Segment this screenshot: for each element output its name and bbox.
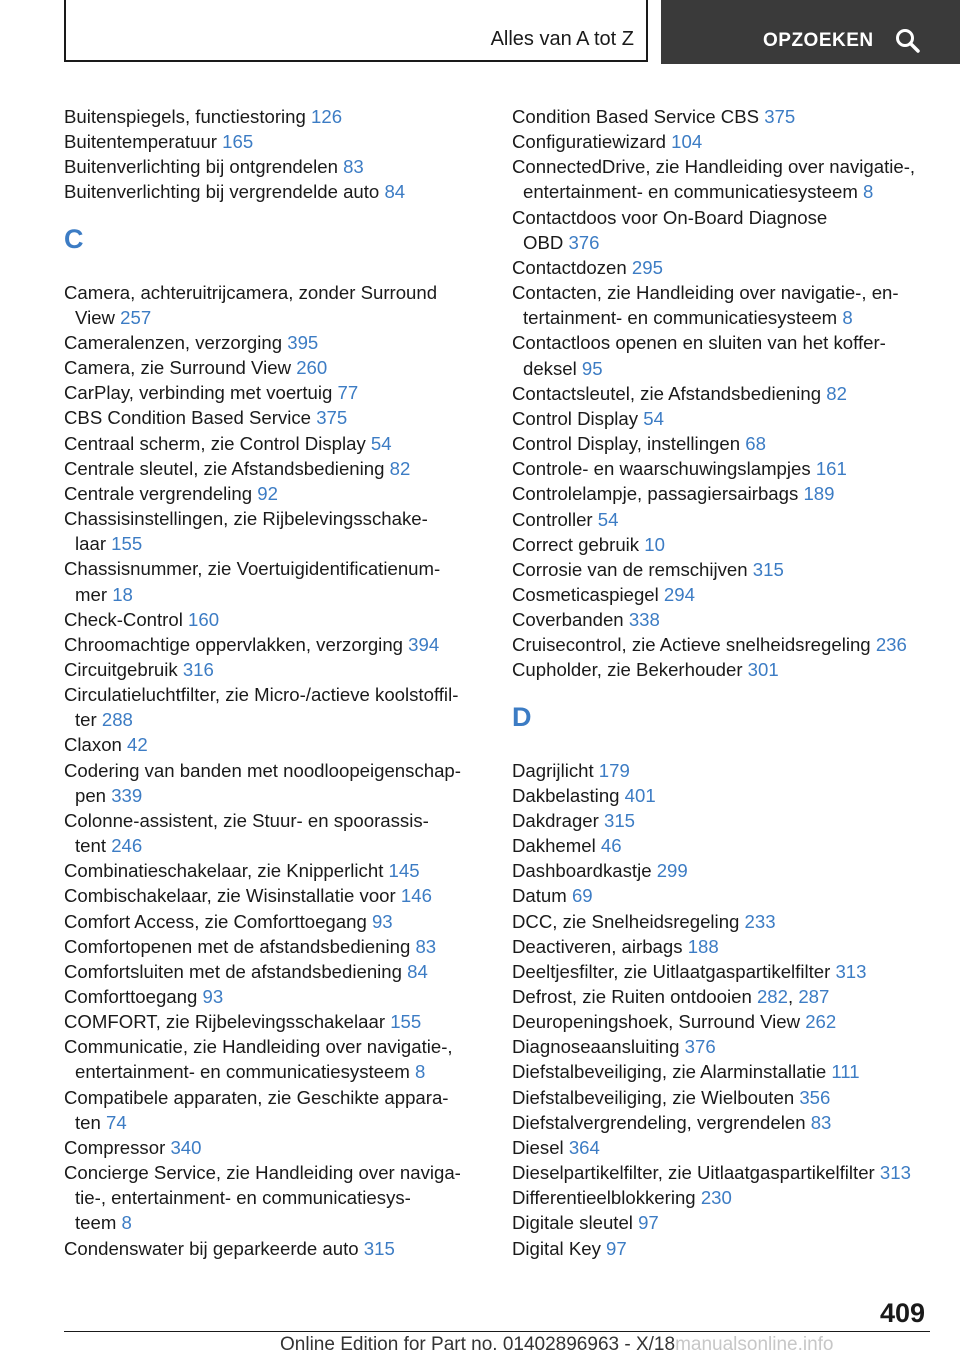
index-entry bbox=[512, 129, 932, 154]
page-reference-link[interactable]: 260 bbox=[296, 357, 328, 379]
page-reference-link[interactable]: 294 bbox=[663, 583, 695, 605]
entry-text: Comfort Access, zie Comforttoegang bbox=[64, 910, 372, 932]
page-reference-link[interactable]: 395 bbox=[287, 331, 319, 353]
page-separator: , bbox=[788, 986, 799, 1007]
index-entry bbox=[512, 1135, 932, 1160]
page-reference-link[interactable]: 375 bbox=[764, 106, 796, 127]
entry-text: Buitenverlichting bij ontgrendelen bbox=[64, 156, 344, 178]
index-entry bbox=[64, 330, 484, 355]
entry-text: Camera, achteruitrijcamera, zonder Surround bbox=[64, 281, 438, 303]
entry-text: Circuitgebruik bbox=[64, 658, 183, 680]
index-entry bbox=[512, 431, 932, 456]
page-reference-link[interactable]: 315 bbox=[752, 558, 784, 580]
page-reference-link[interactable]: 364 bbox=[568, 1136, 600, 1158]
index-entry bbox=[64, 682, 484, 732]
tab-search-label: OPZOEKEN bbox=[763, 30, 874, 51]
page-reference-link[interactable]: 339 bbox=[111, 784, 143, 806]
entry-text: Diagnoseaansluiting bbox=[512, 1036, 685, 1058]
page-reference-link[interactable]: 282 bbox=[756, 986, 788, 1007]
entry-text: deksel bbox=[523, 357, 582, 379]
index-entry bbox=[64, 1034, 484, 1084]
top-navigation bbox=[0, 0, 960, 66]
footer bbox=[280, 1334, 960, 1356]
entry-text: View bbox=[75, 306, 121, 328]
entry-text: Colonne-assistent, zie Stuur- en spoorassis- bbox=[64, 809, 429, 831]
index-entry bbox=[512, 758, 932, 783]
page-reference-link[interactable]: 77 bbox=[337, 382, 359, 404]
entry-text: Correct gebruik bbox=[512, 533, 645, 555]
page-reference-link[interactable]: 179 bbox=[598, 759, 630, 781]
index-entry bbox=[64, 934, 484, 959]
tab-alphabetical-index-label: Alles van A tot Z bbox=[490, 28, 634, 50]
entry-text: ten bbox=[75, 1111, 107, 1133]
page-reference-link[interactable]: 340 bbox=[170, 1136, 202, 1158]
entry-text: Contactdoos voor On-Board Diagnose bbox=[512, 206, 828, 228]
index-entry bbox=[64, 154, 484, 179]
index-entry bbox=[64, 984, 484, 1009]
entry-text: Compatibele apparaten, zie Geschikte appara- bbox=[64, 1086, 449, 1108]
index-entry bbox=[512, 883, 932, 908]
page-reference-link[interactable]: 375 bbox=[316, 407, 348, 429]
page-reference-link[interactable]: 68 bbox=[745, 433, 766, 455]
index-entry bbox=[512, 858, 932, 883]
page-reference-link[interactable]: 42 bbox=[127, 734, 148, 756]
index-entry bbox=[512, 959, 932, 984]
index-entry bbox=[64, 179, 484, 204]
index-entry bbox=[64, 506, 484, 556]
page-reference-link[interactable]: 316 bbox=[182, 658, 214, 680]
index-entry bbox=[512, 280, 932, 330]
entry-text: entertainment- en communicatiesysteem bbox=[523, 181, 863, 203]
page-reference-link[interactable]: 84 bbox=[384, 181, 406, 203]
entry-text: Controller bbox=[512, 508, 598, 530]
page-reference-link[interactable]: 83 bbox=[810, 1111, 832, 1133]
entry-text: Contacten, zie Handleiding over navigatie-, en- bbox=[512, 282, 899, 304]
page-reference-link[interactable]: 315 bbox=[603, 809, 636, 831]
page-reference-link[interactable]: 394 bbox=[408, 633, 440, 655]
index-entry bbox=[64, 657, 484, 682]
entry-text: Condenswater bij geparkeerde auto bbox=[64, 1237, 364, 1259]
page-reference-link[interactable]: 189 bbox=[803, 483, 835, 505]
page-reference-link[interactable]: 74 bbox=[106, 1111, 127, 1133]
entry-text: Controle- en waarschuwingslampjes bbox=[512, 458, 816, 480]
page-reference-link[interactable]: 338 bbox=[628, 609, 660, 631]
entry-text: Communicatie, zie Handleiding over navigatie-, bbox=[64, 1036, 453, 1058]
page-reference-link[interactable]: 54 bbox=[643, 407, 664, 429]
entry-text: COMFORT, zie Rijbelevingsschakelaar bbox=[64, 1011, 391, 1033]
page-reference-link[interactable]: 95 bbox=[581, 357, 603, 379]
page-reference-link[interactable]: 97 bbox=[606, 1237, 627, 1259]
page-reference-link[interactable]: 8 bbox=[863, 181, 874, 203]
page-reference-link[interactable]: 376 bbox=[684, 1036, 716, 1058]
index-entry bbox=[64, 405, 484, 430]
entry-text: Control Display bbox=[512, 407, 644, 429]
index-entry bbox=[64, 481, 484, 506]
entry-text: tent bbox=[75, 835, 112, 857]
page-reference-link[interactable]: 82 bbox=[389, 457, 411, 479]
entry-text: laar bbox=[75, 533, 112, 555]
index-entry bbox=[512, 783, 932, 808]
entry-text: Digital Key bbox=[512, 1237, 607, 1259]
index-entry bbox=[512, 1085, 932, 1110]
index-entry bbox=[64, 129, 484, 154]
page-reference-link[interactable]: 93 bbox=[371, 910, 393, 932]
index-entry bbox=[512, 381, 932, 406]
page-reference-link[interactable]: 246 bbox=[111, 835, 143, 857]
index-entry bbox=[64, 556, 484, 606]
index-entry bbox=[512, 984, 932, 1009]
index-entry bbox=[512, 1110, 932, 1135]
page-reference-link[interactable]: 145 bbox=[388, 860, 420, 882]
page-reference-link[interactable]: 97 bbox=[638, 1212, 659, 1234]
page-reference-link[interactable]: 257 bbox=[120, 306, 152, 328]
entry-text: Claxon bbox=[64, 734, 128, 756]
index-entry bbox=[64, 632, 484, 657]
page-reference-link[interactable]: 146 bbox=[400, 885, 432, 907]
page-reference-link[interactable]: 295 bbox=[631, 256, 663, 278]
index-entry bbox=[64, 1160, 484, 1235]
entry-text: Cosmeticaspiegel bbox=[512, 583, 664, 605]
tab-search[interactable] bbox=[661, 0, 960, 64]
entry-text: Camera, zie Surround View bbox=[64, 357, 297, 379]
page-reference-link[interactable]: 236 bbox=[875, 634, 907, 656]
page-reference-link[interactable]: 104 bbox=[671, 131, 703, 153]
index-entry bbox=[64, 607, 484, 632]
entry-text: Differentieelblokkering bbox=[512, 1187, 701, 1209]
entry-text: Dakhemel bbox=[512, 835, 601, 857]
entry-text: pen bbox=[75, 784, 112, 806]
page-reference-link[interactable]: 18 bbox=[112, 583, 133, 605]
page-reference-link[interactable]: 315 bbox=[363, 1237, 395, 1259]
page-reference-link[interactable]: 92 bbox=[257, 482, 278, 504]
page-reference-link[interactable]: 83 bbox=[415, 935, 437, 957]
entry-text: tie-, entertainment- en communicatiesys- bbox=[75, 1187, 411, 1209]
index-entry bbox=[512, 557, 932, 582]
index-entry bbox=[512, 632, 932, 657]
entry-text: Dakdrager bbox=[512, 809, 604, 831]
entry-text: Deuropeningshoek, Surround View bbox=[512, 1011, 806, 1033]
entry-text: Coverbanden bbox=[512, 609, 629, 631]
entry-text: Cruisecontrol, zie Actieve snelheidsregeling bbox=[512, 634, 876, 656]
index-entry bbox=[64, 1085, 484, 1135]
index-column-left bbox=[64, 104, 484, 1261]
entry-text: Diefstalbeveiliging, zie Alarminstallatie bbox=[512, 1061, 832, 1083]
entry-text: Chassisinstellingen, zie Rijbelevingsschake- bbox=[64, 508, 428, 530]
index-entry bbox=[512, 1009, 932, 1034]
page-reference-link[interactable]: 111 bbox=[831, 1061, 860, 1083]
watermark-text: manualsonline.info bbox=[675, 1334, 834, 1355]
page-reference-link[interactable]: 301 bbox=[747, 659, 779, 681]
index-entry bbox=[512, 330, 932, 380]
page-reference-link[interactable]: 155 bbox=[390, 1011, 422, 1033]
index-entry bbox=[512, 104, 932, 129]
index-entry bbox=[64, 758, 484, 808]
entry-text: Dagrijlicht bbox=[512, 759, 599, 781]
index-entry bbox=[512, 1210, 932, 1235]
entry-text: Chroomachtige oppervlakken, verzorging bbox=[64, 633, 409, 655]
index-entry bbox=[512, 532, 932, 557]
entry-text: Comfortsluiten met de afstandsbediening bbox=[64, 960, 408, 982]
entry-text: Buitenspiegels, functiestoring bbox=[64, 106, 312, 127]
index-entry bbox=[512, 1160, 932, 1185]
page-reference-link[interactable]: 356 bbox=[799, 1086, 831, 1108]
page-reference-link[interactable]: 69 bbox=[571, 885, 593, 907]
entry-text: Configuratiewizard bbox=[512, 131, 672, 153]
index-entry bbox=[512, 154, 932, 204]
entry-text: Digitale sleutel bbox=[512, 1212, 639, 1234]
entry-text: Compressor bbox=[64, 1136, 171, 1158]
entry-text: Dashboardkastje bbox=[512, 860, 657, 882]
entry-text: Centraal scherm, zie Control Display bbox=[64, 432, 371, 454]
index-entry bbox=[512, 1034, 932, 1059]
entry-text: Defrost, zie Ruiten ontdooien bbox=[512, 986, 757, 1007]
page-reference-link[interactable]: 54 bbox=[370, 432, 392, 454]
index-entry bbox=[64, 1135, 484, 1160]
entry-text: DCC, zie Snelheidsregeling bbox=[512, 910, 745, 932]
index-entry bbox=[64, 909, 484, 934]
entry-text: Contactdozen bbox=[512, 256, 632, 278]
index-entry bbox=[512, 833, 932, 858]
page-reference-link[interactable]: 155 bbox=[111, 533, 143, 555]
page-reference-link[interactable]: 299 bbox=[656, 860, 688, 882]
entry-text: Comfortopenen met de afstandsbediening bbox=[64, 935, 416, 957]
entry-text: Dieselpartikelfilter, zie Uitlaatgaspartikelfilter bbox=[512, 1162, 880, 1184]
page-reference-link[interactable]: 401 bbox=[624, 784, 656, 806]
index-entry bbox=[64, 858, 484, 883]
page-reference-link[interactable]: 262 bbox=[805, 1011, 837, 1033]
search-icon bbox=[895, 28, 921, 54]
entry-text: Deeltjesfilter, zie Uitlaatgaspartikelfilter bbox=[512, 960, 836, 982]
index-entry bbox=[64, 456, 484, 481]
page-reference-link[interactable]: 288 bbox=[101, 709, 133, 731]
page-reference-link[interactable]: 8 bbox=[842, 307, 853, 329]
entry-text: teem bbox=[75, 1212, 122, 1234]
index-entry bbox=[64, 883, 484, 908]
entry-text: Cupholder, zie Bekerhouder bbox=[512, 659, 748, 681]
page-reference-link[interactable]: 160 bbox=[188, 608, 220, 630]
entry-text: CarPlay, verbinding met voertuig bbox=[64, 382, 338, 404]
page-reference-link[interactable]: 84 bbox=[407, 960, 428, 982]
entry-text: Circulatieluchtfilter, zie Micro-/actieve koolstoffil- bbox=[64, 684, 459, 706]
page-reference-link[interactable]: 54 bbox=[597, 508, 619, 530]
page-reference-link[interactable]: 313 bbox=[879, 1162, 911, 1184]
entry-text: Centrale sleutel, zie Afstandsbediening bbox=[64, 457, 390, 479]
index-entry bbox=[64, 1009, 484, 1034]
entry-text: Datum bbox=[512, 885, 572, 907]
entry-text: Deactiveren, airbags bbox=[512, 935, 688, 957]
page-reference-link[interactable]: 46 bbox=[600, 835, 622, 857]
entry-text: Corrosie van de remschijven bbox=[512, 558, 753, 580]
entry-text: Centrale vergrendeling bbox=[64, 482, 258, 504]
index-entry bbox=[512, 1059, 932, 1084]
entry-text: CBS Condition Based Service bbox=[64, 407, 317, 429]
entry-text: ConnectedDrive, zie Handleiding over navigatie-, bbox=[512, 156, 916, 178]
index-entry bbox=[512, 481, 932, 506]
entry-text: Cameralenzen, verzorging bbox=[64, 331, 288, 353]
entry-text: Buitentemperatuur bbox=[64, 131, 223, 153]
index-entry bbox=[512, 808, 932, 833]
entry-text: Contactsleutel, zie Afstandsbediening bbox=[512, 382, 827, 404]
index-entry bbox=[64, 380, 484, 405]
index-entry bbox=[64, 280, 484, 330]
edition-text: Online Edition for Part no. 01402896963 - X/18 bbox=[280, 1334, 676, 1355]
entry-text: Combinatieschakelaar, zie Knipperlicht bbox=[64, 860, 389, 882]
tab-alphabetical-index[interactable] bbox=[64, 0, 648, 62]
entry-text: Diesel bbox=[512, 1136, 569, 1158]
index-entry bbox=[512, 909, 932, 934]
entry-text: Controlelampje, passagiersairbags bbox=[512, 483, 804, 505]
index-entry bbox=[512, 205, 932, 255]
entry-text: Comforttoegang bbox=[64, 986, 203, 1007]
index-entry bbox=[512, 934, 932, 959]
entry-text: mer bbox=[75, 583, 113, 605]
page-reference-link[interactable]: 83 bbox=[343, 156, 364, 178]
index-entry bbox=[512, 255, 932, 280]
page-reference-link[interactable]: 10 bbox=[644, 533, 665, 555]
entry-text: entertainment- en communicatiesysteem bbox=[75, 1061, 415, 1083]
page-reference-link[interactable]: 376 bbox=[568, 231, 600, 253]
entry-text: Dakbelasting bbox=[512, 784, 625, 806]
entry-text: ter bbox=[75, 709, 102, 731]
entry-text: Combischakelaar, zie Wisinstallatie voor bbox=[64, 885, 401, 907]
page-reference-link[interactable]: 287 bbox=[798, 986, 830, 1007]
entry-text: Chassisnummer, zie Voertuigidentificatienum- bbox=[64, 558, 441, 580]
index-entry bbox=[512, 582, 932, 607]
page-reference-link[interactable]: 8 bbox=[415, 1061, 426, 1083]
index-entry bbox=[64, 732, 484, 757]
page-reference-link[interactable]: 161 bbox=[815, 458, 847, 480]
section-letter: D bbox=[512, 701, 532, 732]
index-entry bbox=[64, 1236, 484, 1261]
index-entry bbox=[512, 607, 932, 632]
page-reference-link[interactable]: 188 bbox=[687, 935, 719, 957]
index-entry bbox=[64, 104, 484, 129]
entry-text: Condition Based Service CBS bbox=[512, 106, 765, 127]
index-entry bbox=[64, 808, 484, 858]
index-entry bbox=[64, 959, 484, 984]
page-reference-link[interactable]: 8 bbox=[121, 1212, 132, 1234]
page-reference-link[interactable]: 165 bbox=[222, 131, 254, 153]
index-column-right bbox=[512, 104, 932, 1261]
index-entry bbox=[512, 657, 932, 682]
page-reference-link[interactable]: 93 bbox=[202, 986, 224, 1007]
page-number: 409 bbox=[880, 1298, 926, 1328]
page-reference-link[interactable]: 313 bbox=[835, 960, 867, 982]
entry-text: Diefstalbeveiliging, zie Wielbouten bbox=[512, 1086, 800, 1108]
entry-text: Control Display, instellingen bbox=[512, 433, 746, 455]
entry-text: tertainment- en communicatiesysteem bbox=[523, 307, 843, 329]
section-letter: C bbox=[64, 223, 84, 254]
entry-text: Diefstalvergrendeling, vergrendelen bbox=[512, 1111, 811, 1133]
page-reference-link[interactable]: 82 bbox=[826, 382, 847, 404]
index-entry bbox=[512, 406, 932, 431]
entry-text: Check-Control bbox=[64, 608, 189, 630]
index-entry bbox=[64, 355, 484, 380]
index-entry bbox=[512, 1185, 932, 1210]
page-reference-link[interactable]: 233 bbox=[744, 910, 776, 932]
footer-divider bbox=[64, 1331, 930, 1332]
page-reference-link[interactable]: 230 bbox=[700, 1187, 732, 1209]
entry-text: OBD bbox=[523, 231, 569, 253]
entry-text: Buitenverlichting bij vergrendelde auto bbox=[64, 181, 385, 203]
index-entry bbox=[512, 1236, 932, 1261]
index-entry bbox=[64, 431, 484, 456]
entry-text: Contactloos openen en sluiten van het koffer- bbox=[512, 332, 886, 354]
entry-text: Codering van banden met noodloopeigenschap- bbox=[64, 759, 461, 781]
page-reference-link[interactable]: 126 bbox=[311, 106, 343, 127]
index-entry bbox=[512, 507, 932, 532]
index-entry bbox=[512, 456, 932, 481]
entry-text: Concierge Service, zie Handleiding over naviga- bbox=[64, 1162, 461, 1184]
